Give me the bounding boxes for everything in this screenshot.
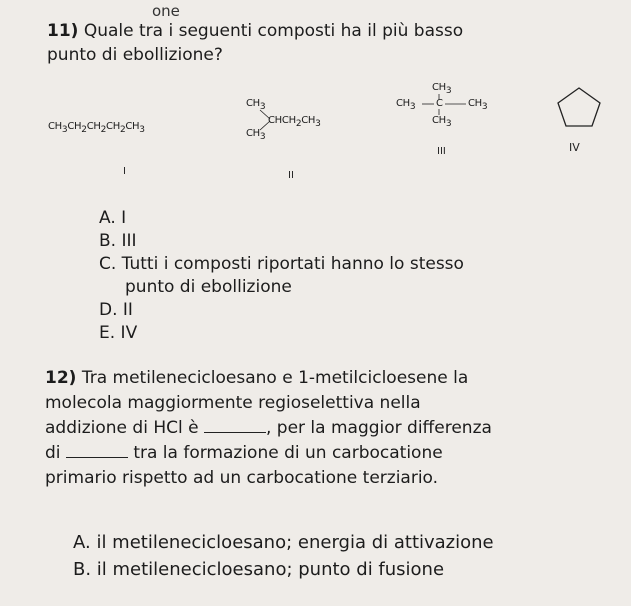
- q12-answer-a[interactable]: A. il metilenecicloesano; energia di attivazione: [73, 532, 494, 553]
- blank-1[interactable]: [204, 418, 266, 433]
- q11-number: 11): [47, 21, 79, 41]
- q11-option-d[interactable]: D. II: [99, 300, 133, 320]
- q11-title-line2: punto di ebollizione?: [47, 45, 223, 65]
- compound-3-right: $CH_3$: [468, 98, 488, 112]
- compound-1-formula: $CH_3CH_2CH_2CH_2CH_3$: [48, 121, 145, 135]
- compound-1-label: I: [123, 166, 126, 177]
- q12-number: 12): [45, 368, 77, 388]
- q12-line3: [45, 418, 625, 439]
- q12-line2: molecola maggiormente regioselettiva nella: [45, 393, 421, 413]
- compound-3-left: $CH_3$: [396, 98, 416, 112]
- q11-title-text: Quale tra i seguenti composti ha il più basso: [78, 21, 464, 41]
- compound-2-label: II: [288, 170, 294, 181]
- q12-line4: [45, 443, 625, 464]
- q12-line3b: , per la maggior differenza: [265, 418, 492, 438]
- compound-3-bonds: [418, 90, 470, 120]
- compound-2-top: $CH_3$: [246, 98, 266, 112]
- q11-option-b[interactable]: B. III: [99, 231, 137, 251]
- q11-option-c-cont: punto di ebollizione: [125, 277, 292, 297]
- q12-line4a: di: [45, 443, 66, 463]
- compound-2-bottom: $CH_3$: [246, 128, 266, 142]
- q11-option-a[interactable]: A. I: [99, 208, 127, 228]
- compound-3-top: $CH_3$: [432, 82, 452, 96]
- compound-3-center: C: [436, 98, 443, 109]
- cyclopentane-icon: [555, 85, 603, 129]
- compound-2-main: $CHCH_2CH_3$: [268, 115, 321, 129]
- q11-option-e[interactable]: E. IV: [99, 323, 138, 343]
- q12-line3a: addizione di HCl è: [45, 418, 204, 438]
- compound-2-bonds: [258, 108, 272, 132]
- q11-option-c[interactable]: C. Tutti i composti riportati hanno lo stesso: [99, 254, 464, 274]
- q12-answer-b[interactable]: B. il metilenecicloesano; punto di fusione: [73, 559, 445, 580]
- compound-3-label: III: [437, 146, 446, 157]
- q12-line1: [45, 368, 625, 389]
- q11-title-line1: [47, 21, 463, 41]
- q12-line1-text: Tra metilenecicloesano e 1-metilcicloesene la: [76, 368, 469, 388]
- q12-line4b: tra la formazione di un carbocatione: [127, 443, 443, 463]
- q12-line5: primario rispetto ad un carbocatione terziario.: [45, 468, 439, 488]
- blank-2[interactable]: [66, 443, 128, 458]
- header-text: one: [152, 2, 180, 20]
- compound-3-bottom: $CH_3$: [432, 115, 452, 129]
- compound-4-label: IV: [569, 141, 580, 154]
